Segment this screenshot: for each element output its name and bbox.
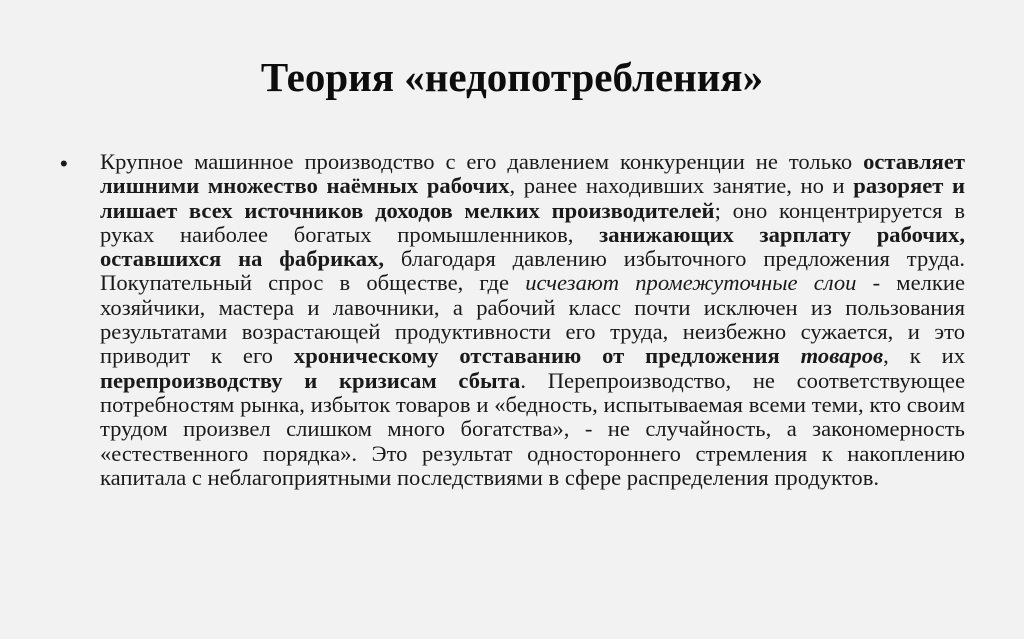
emphasis-run: хроническому отставанию от предложения: [293, 343, 801, 369]
text-run: Крупное машинное производство с его давлением конкуренции не только: [100, 149, 864, 174]
bullet-icon: •: [60, 151, 68, 176]
text-run: ; оно концентрируется в руках наиболее богатых промышленников,: [100, 197, 965, 247]
text-run: . Перепроизводство, не соответствующее потребностям рынка, избыток товаров и «бедность, испытываемая всеми теми, кто своим трудом произвел слишком много богатства», - не случайность, а закономерность «естественного порядка». Это результат одностороннего стремления к накоплению капитала с неблагоприятными последствиями в сфере распределения продуктов.: [100, 367, 965, 490]
slide-title: Теория «недопотребления»: [260, 54, 764, 100]
italic-run: исчезают промежуточные слои: [525, 270, 857, 296]
emphasis-run: перепроизводству и кризисам сбыта: [100, 367, 521, 393]
text-run: , ранее находивших занятие, но и: [509, 173, 854, 199]
text-run: благодаря давлению избыточного предложения труда. Покупательный спрос в обществе, где: [100, 246, 965, 296]
emphasis-run: разоряет и лишает всех источников доходов мелких производителей: [100, 173, 965, 223]
emphasis-run: оставляет лишними множество наёмных рабочих: [100, 149, 965, 199]
text-run: - мелкие хозяйчики, мастера и лавочники, а рабочий класс почти исключен из пользования результатами возрастающей продуктивности его труда, неизбежно сужается, и это приводит к его: [100, 270, 965, 369]
emphasis-run: занижающих зарплату рабочих, оставшихся на фабриках,: [100, 221, 965, 272]
text-run: , к их: [883, 343, 966, 369]
bold-italic-run: товаров: [800, 343, 884, 369]
bullet-paragraph: [100, 150, 965, 490]
